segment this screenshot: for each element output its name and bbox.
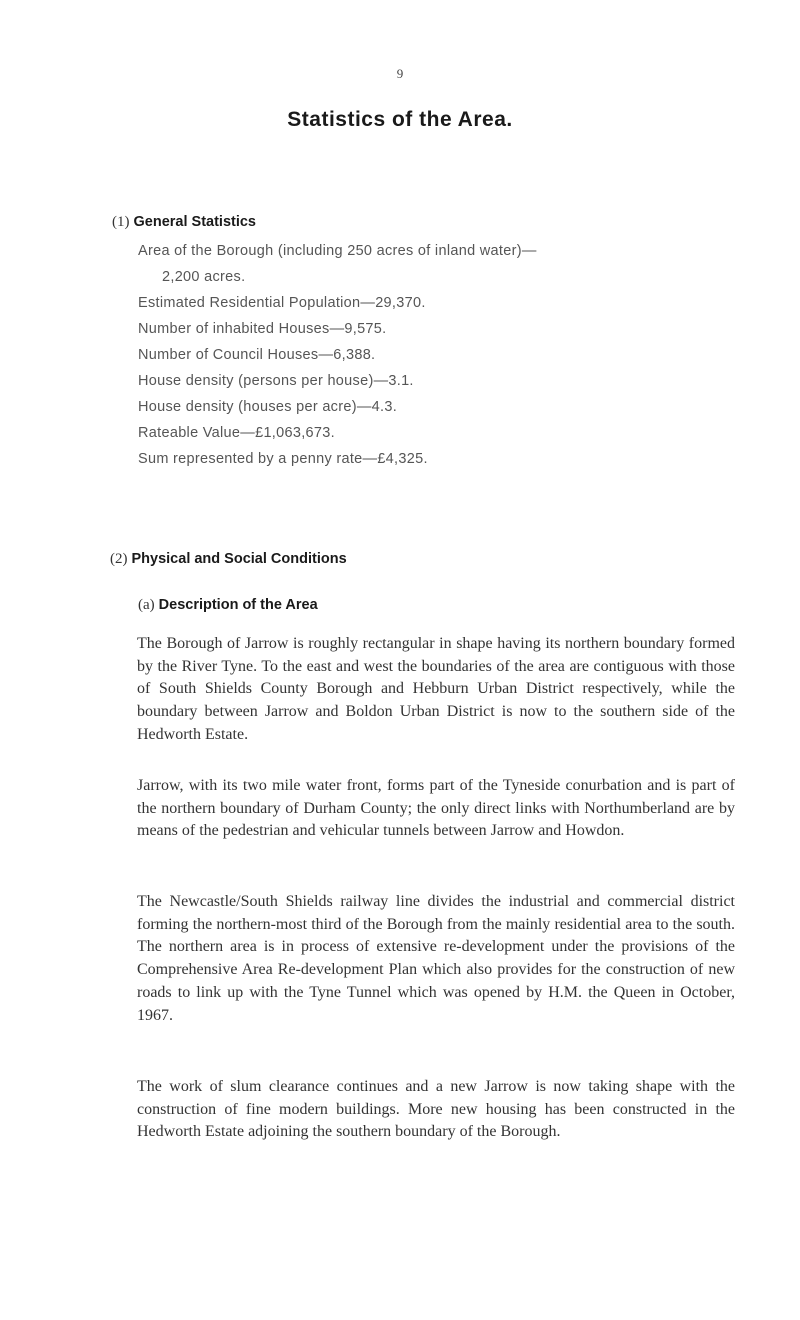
list-item: Sum represented by a penny rate—£4,325. — [138, 451, 428, 467]
page-number: 9 — [396, 66, 404, 81]
section-general-heading — [112, 214, 256, 231]
paragraph: Jarrow, with its two mile water front, forms part of the Tyneside conurbation and is part of the northern boundary of Durham County; the only direct links with Northumberland are by means of the pedestrian and vehicular tunnels between Jarrow and Howdon. — [137, 777, 735, 840]
section-heading-text: Physical and Social Conditions — [131, 551, 347, 567]
list-item: Number of Council Houses—6,388. — [138, 347, 376, 363]
list-item: Estimated Residential Population—29,370. — [138, 295, 426, 311]
list-item: Area of the Borough (including 250 acres of inland water)— — [138, 243, 537, 259]
subsection-description-heading — [138, 597, 318, 614]
paragraph: The Newcastle/South Shields railway line divides the industrial and commercial district forming the northern-most third of the Borough from the mainly residential area to the south. The northern area is in process of extensive re-development under the provisions of the Comprehensive Area Re-development Plan which also provides for the construction of new roads to link up with the Tyne Tunnel which was opened by H.M. the Queen in October, 1967. — [137, 893, 735, 1024]
section-number: (2) — [110, 551, 128, 567]
paragraph: The Borough of Jarrow is roughly rectangular in shape having its northern boundary formed by the River Tyne. To the east and west the boundaries of the area are contiguous with those of South Shields County Borough and Hebburn Urban District respectively, while the boundary between Jarrow and Boldon Urban District is now to the southern side of the Hedworth Estate. — [137, 635, 735, 743]
section-heading-text: General Statistics — [133, 214, 256, 230]
general-statistics-list — [138, 238, 758, 472]
list-item: Rateable Value—£1,063,673. — [138, 425, 335, 441]
list-item: 2,200 acres. — [162, 269, 246, 285]
paragraph: The work of slum clearance continues and a new Jarrow is now taking shape with the construction of fine modern buildings. More new housing has been constructed in the Hedworth Estate adjoining the southern boundary of the Borough. — [137, 1078, 735, 1141]
section-physical-heading — [110, 551, 347, 568]
list-item: House density (persons per house)—3.1. — [138, 373, 414, 389]
subsection-number: (a) — [138, 597, 155, 613]
list-item: Number of inhabited Houses—9,575. — [138, 321, 387, 337]
subsection-heading-text: Description of the Area — [158, 597, 318, 613]
section-number: (1) — [112, 214, 130, 230]
page-title: Statistics of the Area. — [287, 108, 513, 131]
list-item: House density (houses per acre)—4.3. — [138, 399, 398, 415]
